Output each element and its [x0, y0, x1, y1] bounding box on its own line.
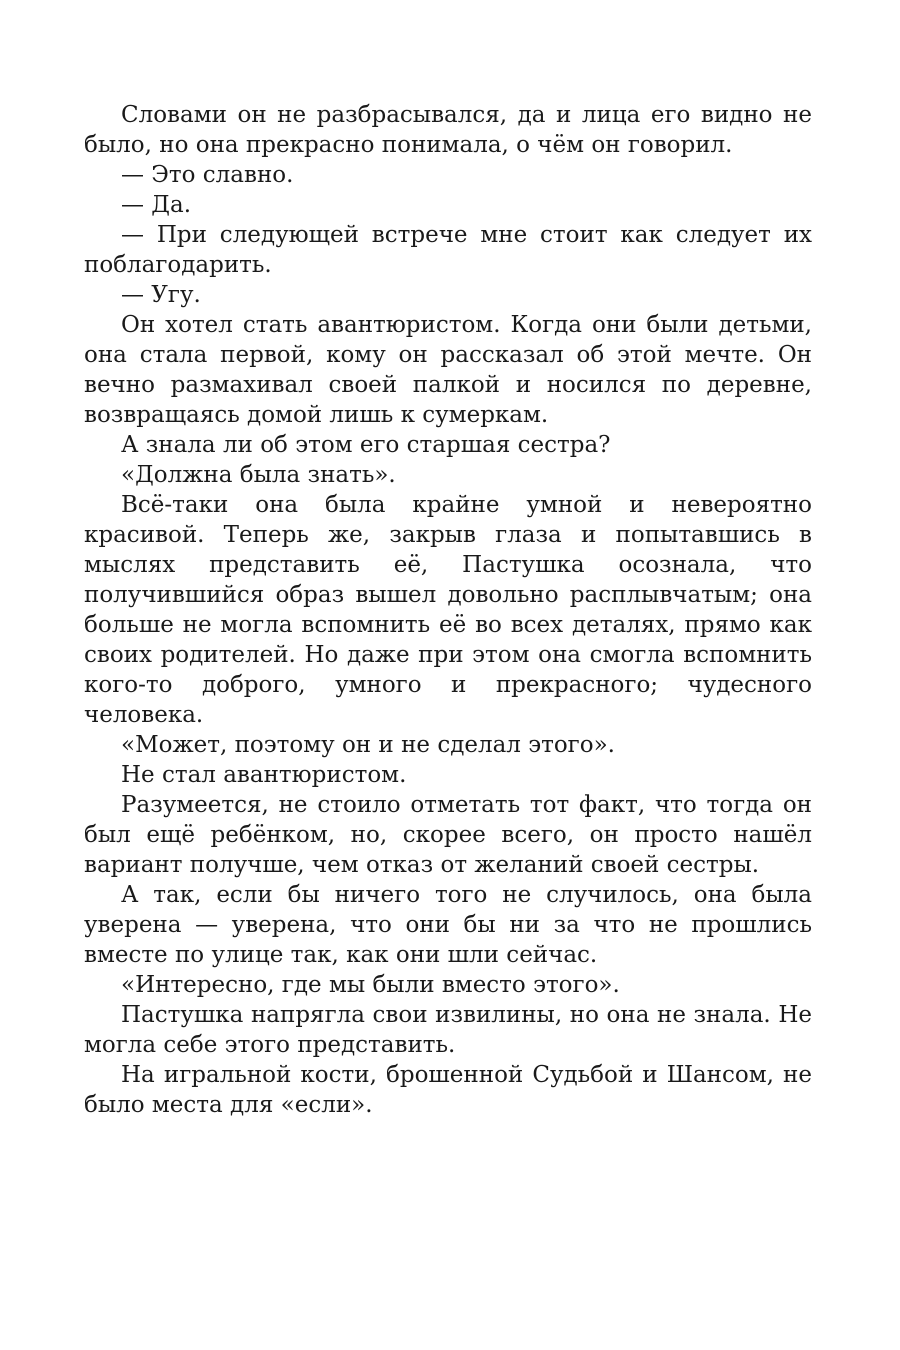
paragraph: Не стал авантюристом. [121, 762, 407, 788]
paragraph: А знала ли об этом его старшая сестра? [121, 432, 611, 458]
dialogue-line: — Да. [121, 192, 192, 218]
paragraph: Он хотел стать авантюристом. Когда они были детьми, она стала первой, кому он рассказал об этой мечте. Он вечно размахивал своей палкой и носился по деревне, возвращаясь домой лишь к сумеркам. [84, 312, 812, 428]
dialogue-line: — Это славно. [121, 162, 294, 188]
body-text [84, 100, 812, 1120]
paragraph: Всё-таки она была крайне умной и невероятно красивой. Теперь же, закрыв глаза и попытавшись в мыслях представить её, Пастушка осознала, что получившийся образ вышел довольно расплывчатым; она больше не могла вспомнить её во всех деталях, прямо как своих родителей. Но даже при этом она смогла вспомнить кого-то доброго, умного и прекрасного; чудесного человека. [84, 492, 812, 728]
inner-thought: «Должна была знать». [121, 462, 396, 488]
dialogue-line: — При следующей встрече мне стоит как следует их поблагодарить. [84, 222, 812, 278]
inner-thought: «Может, поэтому он и не сделал этого». [121, 732, 615, 758]
paragraph: А так, если бы ничего того не случилось, она была уверена — уверена, что они бы ни за что не прошлись вместе по улице так, как они шли сейчас. [84, 882, 812, 968]
dialogue-line: — Угу. [121, 282, 201, 308]
paragraph: Пастушка напрягла свои извилины, но она не знала. Не могла себе этого представить. [84, 1002, 812, 1058]
inner-thought: «Интересно, где мы были вместо этого». [121, 972, 620, 998]
paragraph: Словами он не разбрасывался, да и лица его видно не было, но она прекрасно понимала, о чём он говорил. [84, 102, 812, 158]
paragraph: Разумеется, не стоило отметать тот факт, что тогда он был ещё ребёнком, но, скорее всего, он просто нашёл вариант получше, чем отказ от желаний своей сестры. [84, 792, 812, 878]
paragraph: На игральной кости, брошенной Судьбой и Шансом, не было места для «если». [84, 1062, 812, 1118]
